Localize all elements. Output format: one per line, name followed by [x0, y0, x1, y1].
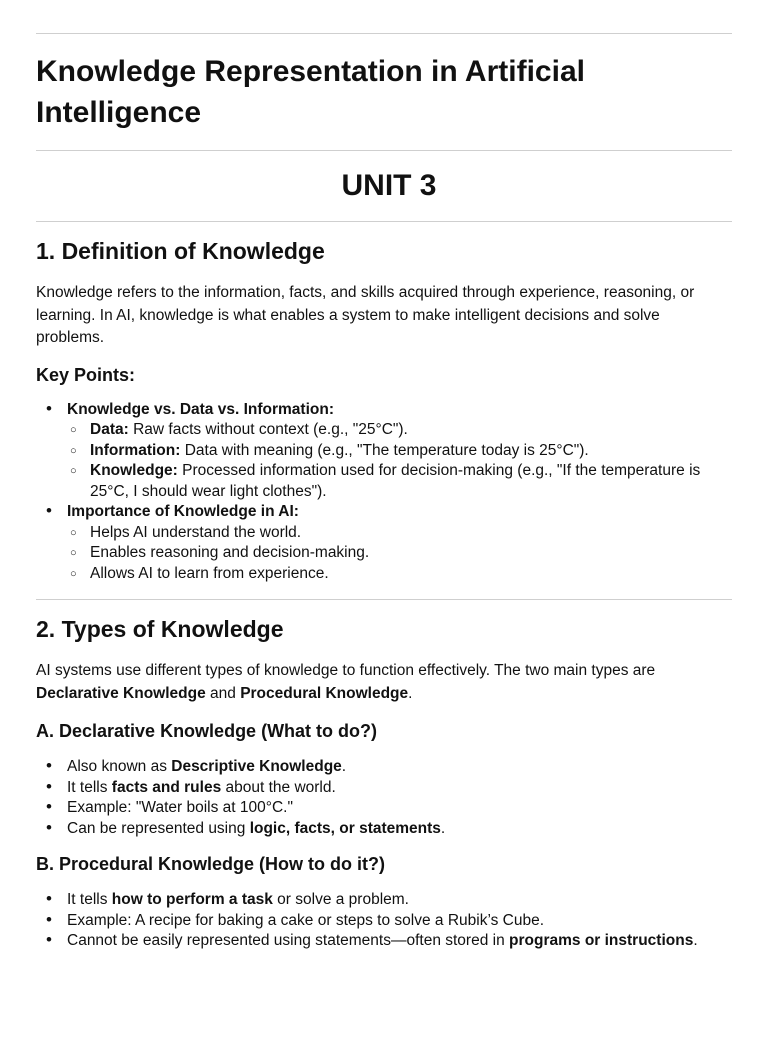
list-item: • Also known as Descriptive Knowledge. — [36, 757, 732, 778]
list-item: • Knowledge vs. Data vs. Information: ○ Data: Raw facts without context (e.g., "25°C"). ○ Information: Data with meaning (e.g., "The temperature today is 25°C"). ○ Knowledge: Processed information used for decision-making (e.g., "If the temperature is 25°C, I should wear light clothes"). — [36, 400, 732, 503]
divider — [36, 150, 732, 151]
list-item: • Can be represented using logic, facts, or statements. — [36, 819, 732, 840]
declarative-list — [36, 757, 732, 839]
sub-list — [67, 523, 732, 585]
list-item: ○ Allows AI to learn from experience. — [67, 564, 732, 585]
divider — [36, 221, 732, 222]
section-1-paragraph: Knowledge refers to the information, facts, and skills acquired through experience, reasoning, or learning. In AI, knowledge is what enables a system to make intelligent decisions and solve problems. — [36, 284, 695, 346]
procedural-list — [36, 890, 732, 952]
section-2-heading: 2. Types of Knowledge — [36, 616, 284, 642]
procedural-heading: B. Procedural Knowledge (How to do it?) — [36, 854, 385, 874]
list-item: • It tells how to perform a task or solve a problem. — [36, 890, 732, 911]
sub-list — [67, 420, 732, 502]
list-item: ○ Information: Data with meaning (e.g., "The temperature today is 25°C"). — [67, 441, 732, 462]
document-page — [36, 33, 732, 952]
key-points-heading: Key Points: — [36, 364, 136, 385]
section-2-paragraph: AI systems use different types of knowledge to function effectively. The two main types are Declarative Knowledge and Procedural Knowledge. — [36, 662, 656, 702]
divider — [36, 599, 732, 600]
unit-heading: UNIT 3 — [341, 169, 437, 202]
list-item: ○ Data: Raw facts without context (e.g., "25°C"). — [67, 420, 732, 441]
section-1-heading: 1. Definition of Knowledge — [36, 238, 325, 264]
list-item: • Cannot be easily represented using statements—often stored in programs or instructions. — [36, 931, 732, 952]
divider — [36, 33, 732, 34]
list-item: • Example: "Water boils at 100°C." — [36, 798, 732, 819]
document-title: Knowledge Representation in Artificial Intelligence — [36, 55, 585, 129]
list-item: ○ Helps AI understand the world. — [67, 523, 732, 544]
key-points-list — [36, 400, 732, 585]
list-item: ○ Enables reasoning and decision-making. — [67, 543, 732, 564]
declarative-heading: A. Declarative Knowledge (What to do?) — [36, 721, 378, 741]
list-item: • It tells facts and rules about the world. — [36, 778, 732, 799]
list-item: • Example: A recipe for baking a cake or steps to solve a Rubik’s Cube. — [36, 911, 732, 932]
list-item: • Importance of Knowledge in AI: ○ Helps AI understand the world. ○ Enables reasoning and decision-making. ○ Allows AI to learn from experience. — [36, 502, 732, 584]
list-item: ○ Knowledge: Processed information used for decision-making (e.g., "If the temperature is 25°C, I should wear light clothes"). — [67, 461, 732, 502]
